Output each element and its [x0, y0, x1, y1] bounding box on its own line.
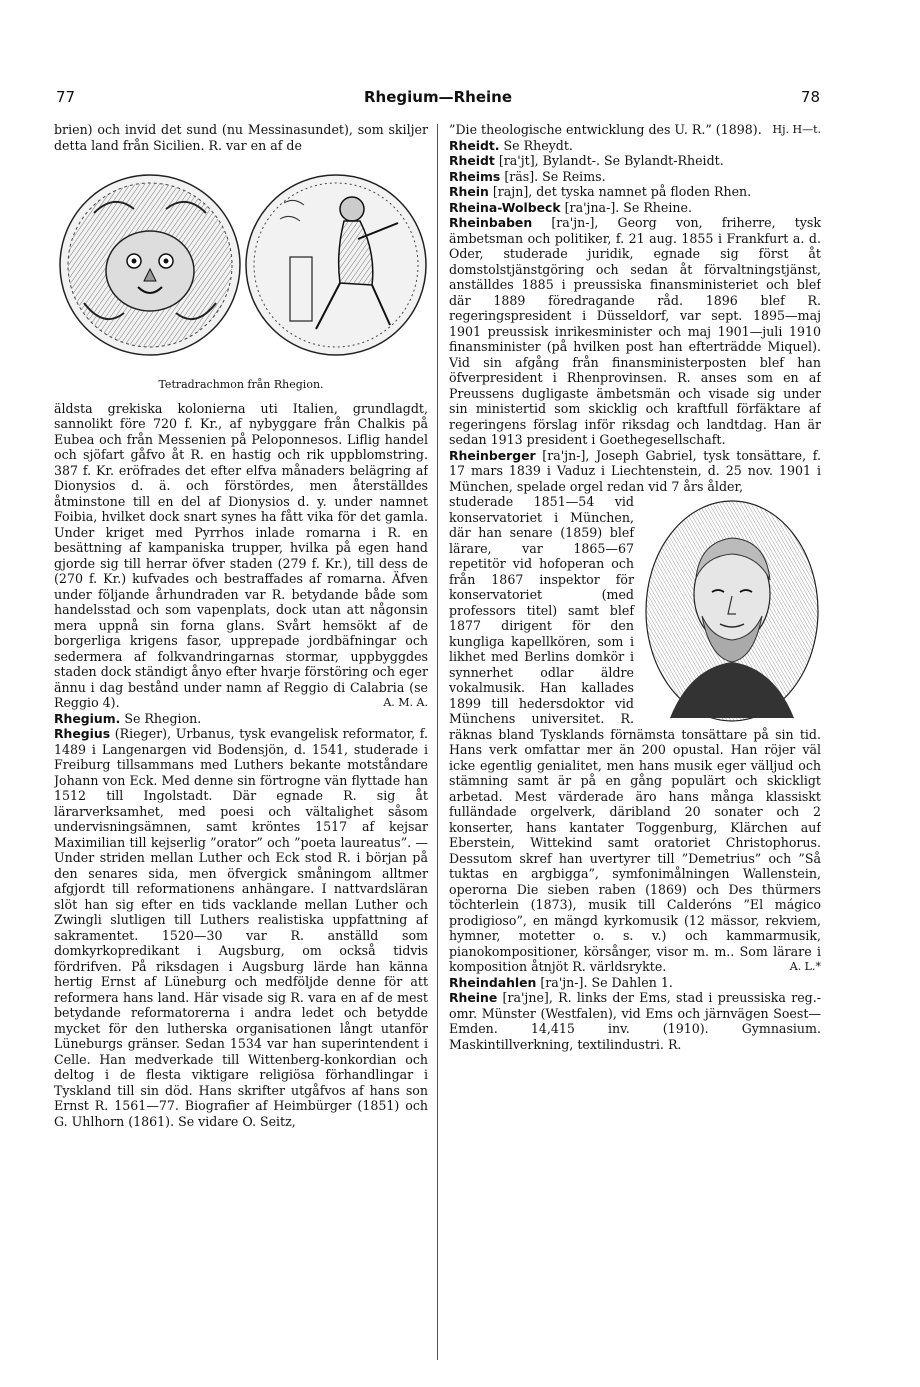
entry-text: [räs]. Se Reims.	[504, 168, 606, 184]
rhegion-description: äldsta grekiska kolonierna uti Italien, grundlagdt, sannolikt före 720 f. Kr., af nybyggare från Chalkis på Eubea och från Messenien på Peloponnesos. Liflig handel och sjöfart gåfvo åt R. en hastig och rik uppblomstring. 387 f. Kr. eröfrades det efter elfva månaders belägring af Dionysios d. ä. och förstördes, men återställdes åtminstone till en del af Dionysios d. y. under namnet Foibia, hvilket dock snart synes ha fått vika för det gamla. Under kriget med Pyrrhos inlade romarna i R. en besättning af kampaniska trupper, hvilka på egen hand gjorde sig till herrar öfver staden (279 f. Kr.), till dess de (270 f. Kr.) kufvades och bestraffades af romarna. Äfven under följande århundraden var R. betydande både som handelsstad och som vapenplats, dock utan att någonsin mera uppnå sin forna glans. Svårt hemsökt af de borgerliga krigens fasor, upprepade jordbäfningar och sedermera af folkvandringarnas stormar, uppbyggdes staden dock ständigt ånyo efter hvarje förstöring och eger ännu i dag bestånd under namn af Reggio di Calabria (se Reggio 4).	[54, 400, 428, 710]
coin-obverse-lion-head	[60, 175, 240, 355]
entry-text: Se Rhegion.	[124, 710, 202, 726]
entry-text: studerade 1851—54 vid konservatoriet i München, där han senare (1859) blef lärare, var 1865—67 repetitör vid hofoperan och från 1867 inspektor för konservatoriet (med professors titel) samt blef 1877 dirigent för den kungliga kapellkören, som i likhet med Berlins domkör i synnerhet odlar äldre vokalmusik. Han kallades 1899 till hedersdoktor vid Münchens universitet. R. räknas bland Tysklands förnämsta tonsättare på sin tid. Hans verk omfattar mer än 200 opustal. Han röjer väl icke egentlig genialitet, men hans musik eger välljud och stämning samt är på en gång populärt och skickligt arbetad. Mest värderade äro hans många klassiskt fulländade orgelverk, däribland 20 sonater och 2 konserter, hans kantater Toggenburg, Klärchen auf Eberstein, Wittekind samt oratoriet Christophorus. Dessutom skref han uvertyrer till ”Demetrius” och ”Så tuktas en argbigga”, symfonimålningen Wallenstein, operorna Die sieben raben (1869) och Des thürmers töchterlein (1873), musik till Calderóns ”El mágico prodigioso”, en mängd kyrkomusik (12 mässor, rekviem, hymner, motetter o. s. v.) och kammarmusik, pianokompositioner, körsånger, visor m. m.. Som lärare i komposition åtnjöt R. världsrykte.	[449, 494, 821, 974]
entry-rheims	[449, 169, 821, 185]
entry-headword: Rhein	[449, 184, 489, 199]
entry-rheidt-ref	[449, 138, 821, 154]
left-body-text	[54, 401, 428, 711]
left-column	[54, 122, 428, 1372]
rheinberger-portrait	[640, 498, 821, 724]
entry-headword: Rheidt.	[449, 137, 500, 153]
continued-entry	[449, 122, 821, 138]
entry-headword: Rheindahlen	[449, 974, 537, 990]
entry-headword: Rheinberger	[449, 447, 536, 463]
entry-rhegius	[54, 726, 428, 1129]
entry-text: [ra'jt], Bylandt-. Se Bylandt-Rheidt.	[498, 153, 724, 168]
entry-headword: Rheine	[449, 990, 498, 1005]
entry-headword: Rhegium.	[54, 710, 121, 726]
entry-rheine	[449, 990, 821, 1052]
coin-reverse-seated-figure	[246, 175, 426, 355]
entry-rhegium	[54, 711, 428, 727]
entry-rheidt	[449, 153, 821, 169]
coin-illustration	[54, 153, 428, 375]
entry-rheina-wolbeck	[449, 200, 821, 216]
column-divider	[437, 124, 438, 1360]
entry-text: [ra'jna-]. Se Rheine.	[564, 199, 692, 215]
right-column	[449, 122, 821, 1372]
entry-text: [ra'jn-]. Se Dahlen 1.	[540, 974, 673, 990]
entry-rheinbaben	[449, 215, 821, 448]
entry-text: Se Rheydt.	[503, 137, 573, 153]
entry-headword: Rheinbaben	[449, 215, 533, 230]
entry-text: [ra'jn-], Joseph Gabriel, tysk tonsättare, f. 17 mars 1839 i Vaduz i Liechtenstein, d. 25 nov. 1901 i München, spelade orgel redan vid 7 års ålder,	[449, 447, 821, 494]
left-intro-text: brien) och invid det sund (nu Messinasundet), som skiljer detta land från Sicilien. R. var en af de	[54, 122, 428, 153]
entry-rheinberger-intro	[449, 448, 821, 495]
entry-text: [ra'jne], R. links der Ems, stad i preussiska reg.-omr. Münster (Westfalen), vid Ems och järnvägen Soest—Emden. 14,415 inv. (1910). Gymnasium. Maskintillverkning, textilindustri. R.	[449, 990, 821, 1052]
entry-text: [rajn], det tyska namnet på floden Rhen.	[492, 184, 752, 199]
entry-headword: Rheims	[449, 168, 501, 184]
continued-text: ”Die theologische entwicklung des U. R.” (1898).	[449, 122, 762, 137]
page-number-left: 77	[56, 88, 76, 106]
running-title: Rhegium—Rheine	[364, 88, 512, 106]
entry-rheindahlen	[449, 975, 821, 991]
page-header	[56, 88, 820, 110]
author-signature: A. L.*	[789, 960, 821, 973]
entry-headword: Rhegius	[54, 726, 111, 741]
entry-text: [ra'jn-], Georg von, friherre, tysk ämbetsman och politiker, f. 21 aug. 1855 i Frankfurt a. d. Oder, studerade juridik, egnade sig först åt domstolstjänstgöring och sedan åt förvaltningstjänst, anställdes 1885 i preussiska finansministeriet och blef där 1889 föredragande råd. 1896 blef R. regeringspresident i Düsseldorf, var sept. 1895—maj 1901 preussisk inrikesminister och maj 1901—juli 1910 finansminister (på hvilken post han efterträdde Miquel). Vid sin afgång från finansministerposten blef han öfverpresident i Rhenprovinsen. R. anses som en af Preussens dugligaste ämbetsmän och visade sig under sin ministertid som skicklig och kraftfull förfäktare af regeringens förslag inför riksdag och landtdag. Han är sedan 1913 president i Goethegesellschaft.	[449, 215, 821, 447]
author-signature: Hj. H—t.	[772, 123, 821, 136]
author-signature: A. M. A.	[383, 696, 428, 709]
entry-headword: Rheidt	[449, 153, 495, 168]
coin-caption: Tetradrachmon från Rhegion.	[158, 378, 324, 391]
entry-text: (Rieger), Urbanus, tysk evangelisk reformator, f. 1489 i Langenargen vid Bodensjön, d. 1541, studerade i Freiburg tillsammans med Luthers bekante motståndare Johann von Eck. Med denne sin förtrogne vän flyttade han 1512 till Ingolstadt. Där egnade R. sig åt lärarverksamhet, med poesi och vältalighet såsom undervisningsämnen, samt kröntes 1517 af kejsar Maximilian till kejserlig ”orator” och ”poeta laureatus”. — Under striden mellan Luther och Eck stod R. i början på den senares sida, men öfvergick småningom alltmer afgjordt till reformationens anhängare. I nattvardsläran slöt han sig efter en tids vacklande mellan Luther och Zwingli slutligen till Luthers realistiska uppfattning af sakramentet. 1520—30 var R. anställd som domkyrkopredikant i Augsburg, om också tidvis fördrifven. På riksdagen i Augsburg lärde han känna hertig Ernst af Lüneburg och medföljde denne för att reformera hans land. Här visade sig R. vara en af de mest betydande reformatorerna i andra ledet och betydde mycket för den lutherska organisationen långt utanför Lüneburgs gränser. Sedan 1534 var han superintendent i Celle. Han medverkade till Wittenberg-konkordian och deltog i de flesta viktigare religiösa förhandlingar i Tyskland till sin död. Hans skrifter utgåfvos af hans son Ernst R. 1561—77. Biografier af Heimbürger (1851) och G. Uhlhorn (1861). Se vidare O. Seitz,	[54, 726, 428, 1129]
page-number-right: 78	[800, 88, 820, 106]
entry-rhein	[449, 184, 821, 200]
entry-headword: Rheina-Wolbeck	[449, 199, 561, 215]
